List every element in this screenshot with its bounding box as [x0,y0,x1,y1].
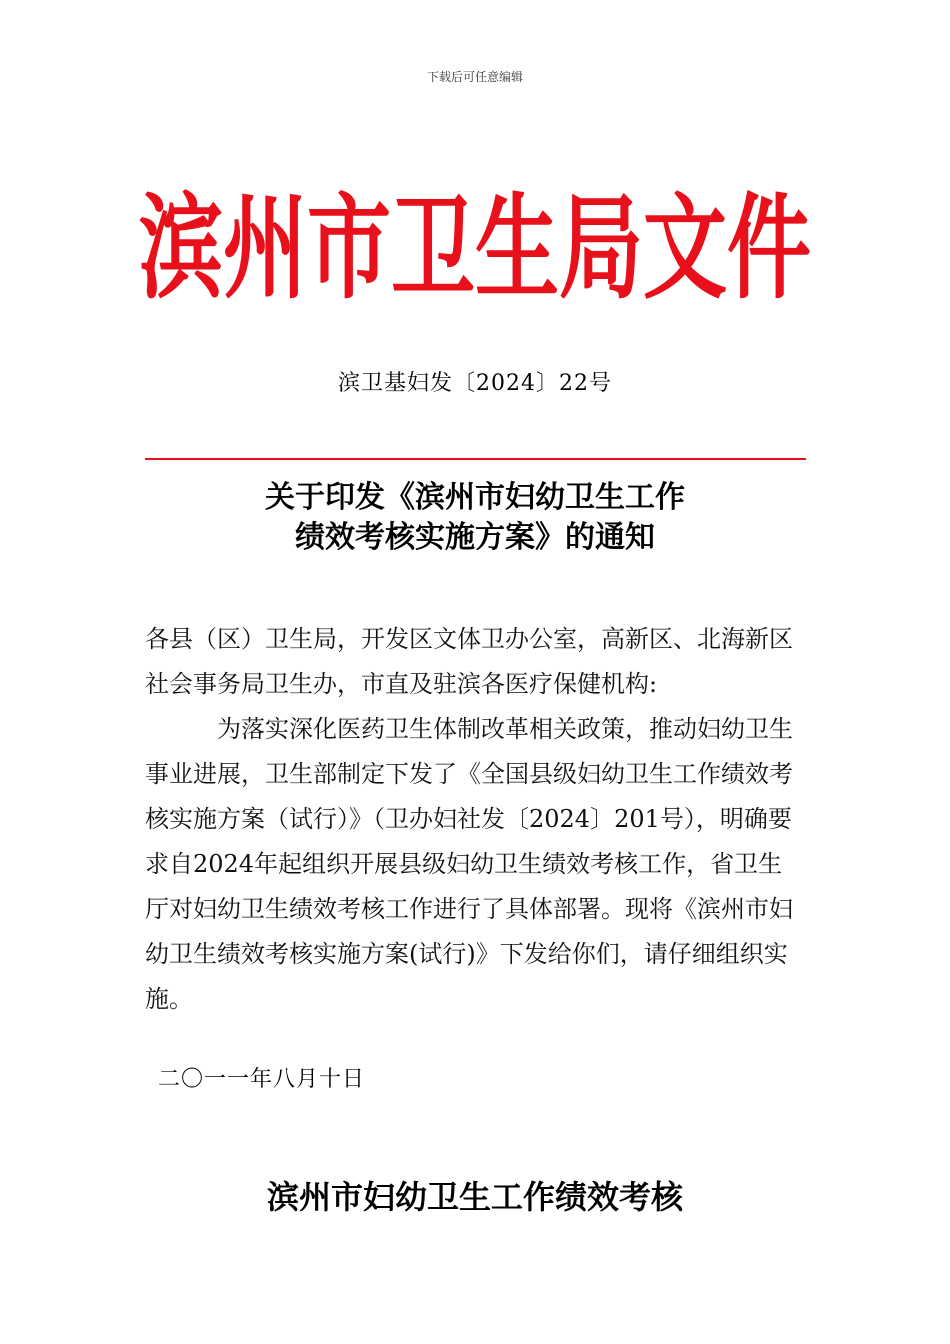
download-note: 下载后可任意编辑 [426,70,523,84]
notice-title [0,478,950,558]
document-header-title: 滨州市卫生局文件 [138,182,811,315]
header-divider [145,458,806,460]
section-title: 滨州市妇幼卫生工作绩效考核 [266,1178,683,1216]
notice-title-line-1: 关于印发《滨州市妇幼卫生工作 [265,480,685,515]
document-number: 滨卫基妇发〔2024〕22号 [338,371,612,396]
body-paragraph: 为落实深化医药卫生体制改革相关政策，推动妇幼卫生事业进展，卫生部制定下发了《全国县级妇幼卫生工作绩效考核实施方案（试行）》（卫办妇社发〔2024〕201号），明确要求自2024年起组织开展县级妇幼卫生绩效考核工作，省卫生厅对妇幼卫生绩效考核工作进行了具体部署。现将《滨州市妇幼卫生绩效考核实施方案(试行)》下发给你们，请仔细组织实施。 [145,715,793,1013]
recipients-paragraph: 各县（区）卫生局，开发区文体卫办公室，高新区、北海新区社会事务局卫生办，市直及驻滨各医疗保健机构: [145,625,793,698]
issue-date: 二〇一一年八月十日 [158,1067,366,1092]
notice-title-line-2: 绩效考核实施方案》的通知 [295,520,655,555]
